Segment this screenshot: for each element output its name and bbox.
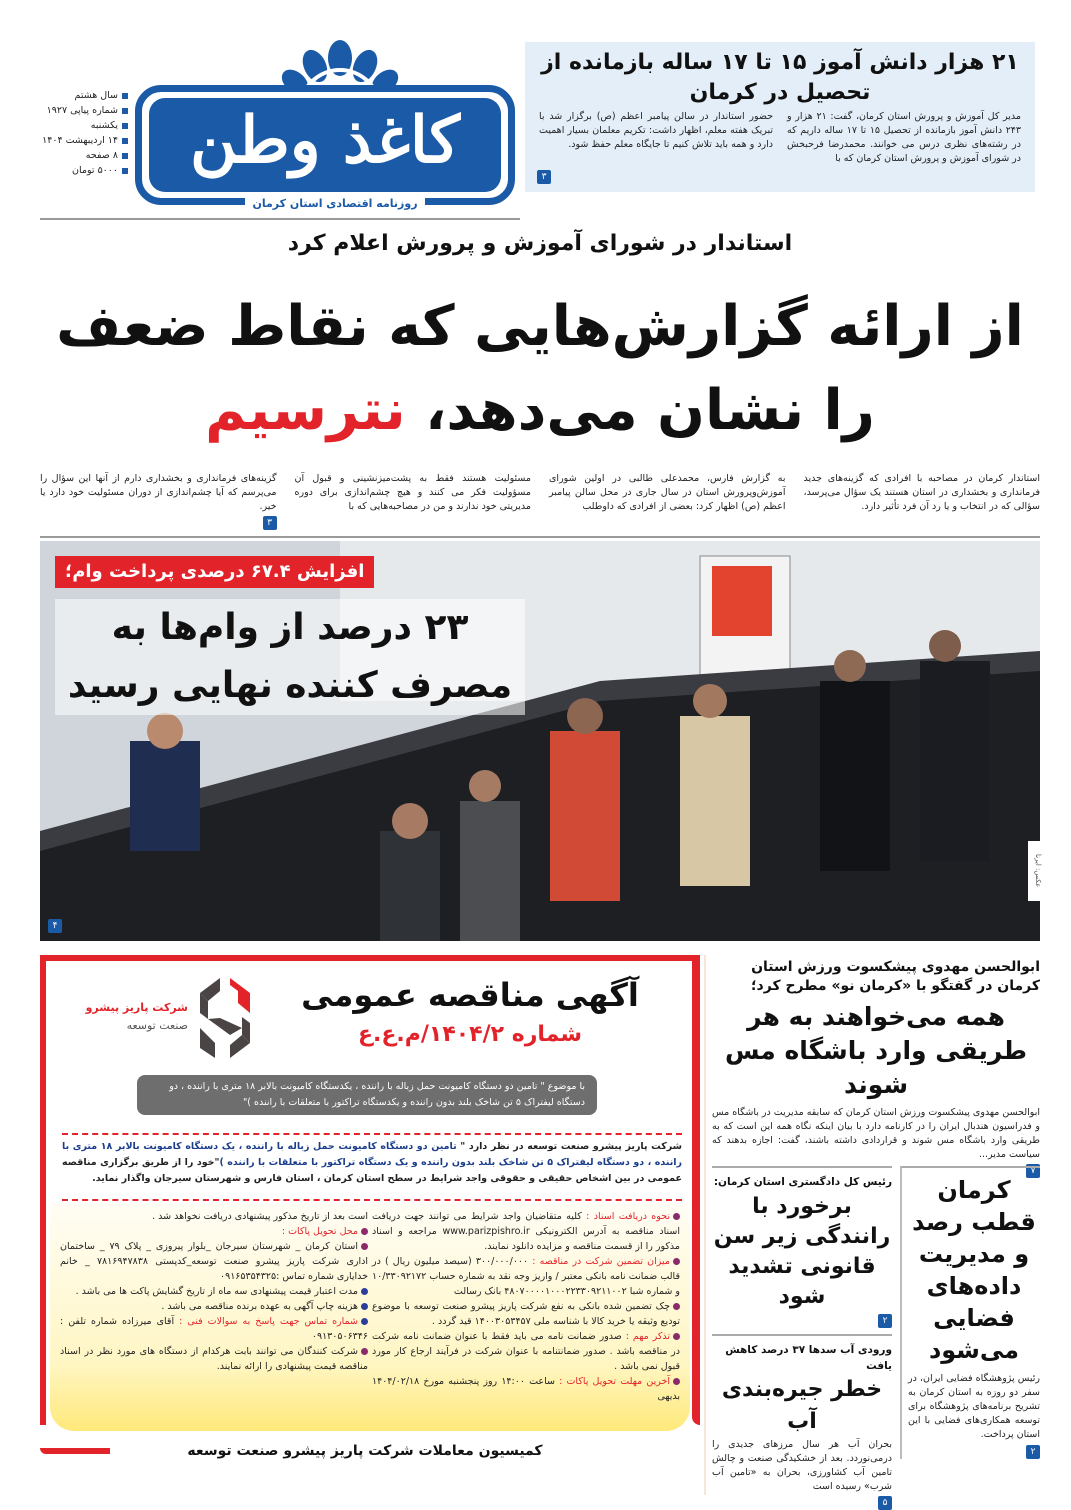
bullet-icon (122, 153, 128, 159)
detail-item: میزان تضمین شرکت در مناقصه : ۳۰۰/۰۰۰/۰۰۰ (سیصد میلیون ریال ) در قالب ضمانت نامه بانکی معتبر / واریز وجه نقد به شماره حساب ۱۰/۳۳۰۹۲۱۷۲ و شماره شبا ۴۸۰۷۰۰۰۰۱۰۰۰۲۲۳۳۰۹۲۱۱۰۰۲ بانک رسالت (372, 1256, 680, 1297)
bullet-icon (361, 1288, 368, 1295)
tender-advertisement[interactable] (40, 955, 700, 1495)
story-kicker: ورودی آب سدها ۳۷ درصد کاهش یافت (725, 1344, 892, 1372)
logo-wordmark: کاغذ وطن (190, 103, 460, 178)
teaser-body-right: مدیر کل آموزش و پرورش استان کرمان، گفت: ۲۱ هزار و ۲۴۳ دانش آموز بازمانده از تحصیل ۱۵ تا ۱۷ ساله داریم که در رشته‌های نظری درس می خوانند. محمدرضا فرحبخش در شورای آموزش و پرورش استان کرمان که با (787, 111, 1021, 164)
teaser-body-left: حضور استاندار در سالن پیامبر اعظم (ص) برگزار شد با تبریک هفته معلم، اظهار داشت: تکریم معلمان بسیار اهمیت دارد و همه باید تلاش کنیم تا جایگاه معلم حفظ شود. (539, 111, 773, 150)
photo-credit: عکس: ایرنا (1028, 841, 1042, 901)
bullet-icon (361, 1303, 368, 1310)
bullet-icon (361, 1318, 368, 1325)
lead-column: گزینه‌های فرمانداری و بخشداری دارم از آنها این سؤال را می‌پرسم که آیا چشم‌اندازی از دوران مسئولیت خود دارد یا خیر. ۳ (40, 473, 277, 528)
detail-item: استان کرمان _ شهرستان سیرجان _بلوار پیروزی _ پلاک ۷۹ _ ساختمان اداری شرکت پاریز پیشرو صنعت توسعه_کدپستی ۷۸۱۶۹۴۷۸۳۸ _ خانم خدایاری شماره تماس :۰۹۱۶۵۳۵۴۳۲۵ (60, 1241, 368, 1282)
detail-item: هزینه چاپ آگهی به عهده برنده مناقصه می باشد . (60, 1299, 368, 1314)
story-body: رئیس پژوهشگاه فضایی ایران، در سفر دو روزه به استان کرمان به تشریح برنامه‌های پژوهشگاه برای توسعه همکاری‌های فضایی با این استان پرداخت. (908, 1373, 1040, 1440)
lead-headline-main[interactable]: از ارائه گزارش‌هایی که نقاط ضعف را نشان می‌دهد، (56, 294, 1024, 443)
lead-kicker: استاندار در شورای آموزش و پرورش اعلام کرد (287, 231, 793, 256)
ad-title: آگهی مناقصه عمومی (301, 976, 639, 1014)
ad-footer-signature: کمیسیون معاملات شرکت پاریز پیشرو صنعت توسعه (110, 1440, 620, 1462)
page-reference-badge[interactable]: ۷ (1026, 1164, 1040, 1178)
bullet-icon (673, 1258, 680, 1265)
company-logo (70, 973, 270, 1063)
page-reference-badge[interactable]: ۳ (537, 170, 551, 184)
divider (40, 218, 520, 220)
tender-details-left (60, 1209, 368, 1374)
bullet-icon (673, 1333, 680, 1340)
page-reference-badge[interactable]: ۲ (878, 1314, 892, 1328)
issue-date: ۱۴ اردیبهشت ۱۴۰۴ (40, 133, 128, 148)
tender-intro: شرکت پاریز پیشرو صنعت توسعه در نظر دارد " تامین دو دستگاه کامیونت حمل زباله با راننده ، یک دستگاه کامیونت بالابر ۱۸ متری با راننده ، دو دستگاه لیفتراک ۵ تن شاخک بلند بدون راننده و یک دستگاه تراکتور با متعلقات با راننده )"خود را از طریق برگزاری مناقصه عمومی در بین اشخاص حقیقی و حقوقی واجد شرایط در سطح استان کرمان ، استان فارس و شهرستان سیرجان واگذار نماید. (62, 1141, 682, 1184)
story-body: بحران آب هر سال مرزهای جدیدی را درمی‌نوردد. بعد از خشکیدگی صنعت و چالش تامین آب کشاورزی، بحران به «تامین آب شرب» رسیده است (712, 1439, 892, 1492)
bullet-icon (361, 1228, 368, 1235)
photo-kicker: افزایش ۶۷.۴ درصدی پرداخت وام؛ (55, 556, 374, 588)
page-reference-badge[interactable]: ۴ (48, 919, 62, 933)
tender-details-right (372, 1209, 680, 1404)
story-body: ابوالحسن مهدوی پیشکسوت ورزش استان کرمان که سابقه مدیریت در باشگاه مس و فدراسیون هندبال ایران را در کارنامه دارد با بیان اینکه نگاه همه این است که به طریقی وارد باشگاه مس شوند و قراردادی داشته باشند، گفت: اجازه بدهند که سیاست مدیر... ۷ (712, 1107, 1040, 1176)
bullet-icon (673, 1378, 680, 1385)
tender-details (50, 1203, 690, 1431)
photo-headline[interactable]: ۲۳ درصد از وام‌ها به مصرف کننده نهایی رسید (55, 599, 525, 715)
story-water[interactable] (712, 1334, 892, 1510)
detail-item: مدت اعتبار قیمت پیشنهادی سه ماه از تاریخ گشایش پاکت ها می باشد . (60, 1284, 368, 1299)
story-headline[interactable]: کرمان قطب رصد و مدیریت داده‌های فضایی می‌شود (912, 1176, 1036, 1364)
bullet-icon (673, 1213, 680, 1220)
story-kicker: رئیس کل دادگستری استان کرمان: (713, 1176, 892, 1188)
teaser-title[interactable]: ۲۱ هزار دانش آموز ۱۵ تا ۱۷ ساله بازمانده از تحصیل در کرمان (541, 50, 1019, 105)
detail-item: محل تحویل پاکات : (60, 1224, 368, 1239)
bank-photo-story[interactable] (40, 541, 1040, 941)
lead-column: استاندار کرمان در مصاحبه با افرادی که گزینه‌های جدید فرمانداری و بخشداری در استان هستند یک سؤال می‌پرسد، سؤالی که در انتخاب و یا رد آن فرد تأثیر دارد. (803, 473, 1040, 512)
detail-item: شماره تماس جهت پاسخ به سوالات فنی : آقای میرزاده شماره تلفن : ۰۹۱۳۰۵۰۶۳۴۶ (60, 1316, 368, 1342)
dashed-divider (62, 1199, 682, 1201)
detail-item: آخرین مهلت تحویل پاکات : ساعت ۱۴:۰۰ روز پنجشنبه مورخ ۱۴۰۴/۰۲/۱۸ بدیهی (372, 1376, 680, 1402)
story-mahdavi[interactable] (712, 958, 1040, 1178)
issue-year: سال هشتم (40, 88, 128, 103)
page-reference-badge[interactable]: ۵ (878, 1496, 892, 1510)
divider (40, 536, 1040, 538)
page-reference-badge[interactable]: ۲ (1026, 1445, 1040, 1459)
bullet-icon (122, 138, 128, 144)
lead-column: به گزارش فارس، محمدعلی طالبی در اولین شورای آموزش‌وپرورش استان در سال جاری در محل سالن پیامبر اعظم (ص) اظهار کرد: بعضی از افرادی که داوطلب (549, 473, 786, 512)
lead-headline[interactable] (40, 285, 1040, 453)
story-headline[interactable]: همه می‌خواهند به هر طریقی وارد باشگاه مس شوند (724, 1002, 1028, 1099)
bullet-icon (122, 108, 128, 114)
detail-item: شرکت کنندگان می توانند بابت هرکدام از دستگاه های مورد نظر در اسناد مناقصه قیمت پیشنهادی را ارائه نمایند. (60, 1346, 368, 1372)
detail-item: است بعد از تاریخ مذکور پیشنهادی دریافت نخواهد شد . (152, 1211, 368, 1222)
story-judiciary[interactable] (712, 1166, 892, 1328)
teaser-education[interactable] (525, 42, 1035, 192)
issue-number: شماره پیاپی ۱۹۲۷ (40, 103, 128, 118)
bullet-icon (361, 1348, 368, 1355)
lead-headline-accent[interactable]: نترسیم (205, 378, 406, 443)
tender-subject: با موضوع " تامین دو دستگاه کامیونت حمل زباله با راننده ، یکدستگاه کامیونت بالابر ۱۸ متری با راننده ، دو دستگاه لیفتراک ۵ تن شاخک بلند بدون راننده و یکدستگاه تراکتور با متعلقات با راننده )" (137, 1075, 597, 1115)
tender-number: شماره ۱۴۰۴/۲/م.ع.ع (357, 1022, 583, 1047)
detail-item: تذکر مهم : صدور ضمانت نامه می باید فقط با عنوان ضمانت نامه شرکت در مناقصه باشد . صدور ضمانتنامه با عنوان شرکت در فرآیند ارجاع کار مورد قبول نمی باشد . (372, 1331, 680, 1372)
page-reference-badge[interactable]: ۳ (263, 516, 277, 530)
lead-column: مسئولیت هستند فقط به پشت‌میزنشینی و قبول آن مسؤولیت فکر می کنند و هیچ چشم‌اندازی برای دوره مدیریتی خود ندارند و من در مصاحبه‌هایی که با (294, 473, 531, 512)
detail-item: نحوه دریافت اسناد : کلیه متقاضیان واجد شرایط می توانند جهت دریافت اسناد مناقصه به آدرس الکترونیکی www.parizpishro.ir مراجعه و اسناد مذکور را از قسمت مناقصه و مزایده دانلود نمایند. (372, 1211, 681, 1252)
bullet-icon (673, 1303, 680, 1310)
company-subtitle: صنعت توسعه (126, 1019, 188, 1032)
story-headline[interactable]: خطر جیره‌بندی آب (721, 1377, 883, 1434)
story-space[interactable] (900, 1166, 1040, 1459)
bullet-icon (122, 93, 128, 99)
bullet-icon (122, 123, 128, 129)
dashed-divider (62, 1133, 682, 1135)
bullet-icon (361, 1243, 368, 1250)
newspaper-logo (135, 40, 515, 215)
issue-pages: ۸ صفحه (40, 148, 128, 163)
detail-item: چک تضمین شده بانکی به نفع شرکت پاریز پیشرو صنعت توسعه با موضوع تودیع وثیقه یا خرید کالا با شناسه ملی ۱۴۰۰۳۰۵۳۴۵۷ قید گردد . (372, 1301, 680, 1327)
company-name: شرکت پاریز پیشرو (85, 1001, 188, 1014)
company-logo-mark-icon (190, 973, 260, 1063)
issue-price: ۵۰۰۰ تومان (40, 163, 128, 178)
lead-body (40, 472, 1040, 530)
issue-info (40, 88, 128, 178)
issue-weekday: یکشنبه (40, 118, 128, 133)
bullet-icon (122, 168, 128, 174)
story-headline[interactable]: برخورد با رانندگی زیر سن قانونی تشدید شود (713, 1194, 891, 1309)
story-kicker: ابوالحسن مهدوی پیشکسوت ورزش استان کرمان در گفتگو با «کرمان نو» مطرح کرد؛ (750, 959, 1040, 994)
logo-tagline: روزنامه اقتصادی استان کرمان (245, 193, 425, 215)
